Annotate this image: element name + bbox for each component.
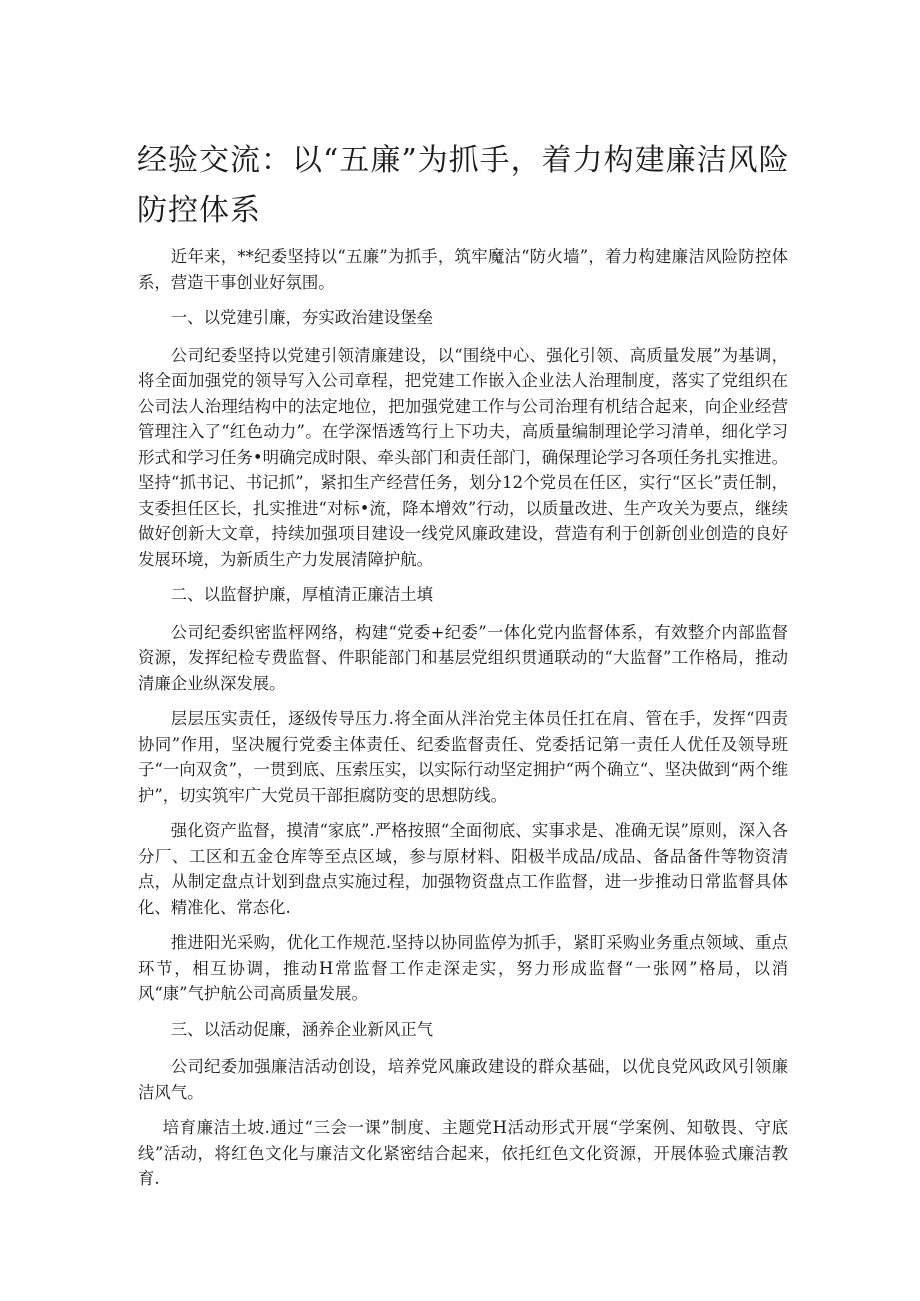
section-2-paragraph-4: 推进阳光采购，优化工作规范.坚持以协同监停为抓手，紧盯采购业务重点领域、重点环节，相互协调，推动H常监督工作走深走实，努力形成监督“一张网”格局，以消风“康”气护航公司高质量发展。 — [138, 933, 788, 1003]
section-2-paragraph-1: 公司纪委织密监枰网络，构建“党委+纪委”一体化党内监督体系，有效整介内部监督资源，发挥纪检专费监督、件职能部门和基层党组织贯通联动的“大监督”工作格局，推动清廉企业纵深发展。 — [138, 622, 788, 693]
section-3-paragraph-1: 公司纪委加强廉洁活动创设，培养党风廉政建设的群众基础，以优良党风政风引领廉洁风气。 — [138, 1057, 788, 1102]
section-heading-1: 一、以党建引廉，夯实政治建设堡垒 — [170, 308, 434, 327]
document-title: 经验交流：以“五廉”为抓手，着力构建廉洁风险防控体系 — [137, 143, 790, 228]
section-heading-3: 三、以活动促廉，涵养企业新风正气 — [170, 1019, 434, 1039]
section-3-paragraph-2: 培育廉洁土坡.通过“三会一课”制度、主题党H活动形式开展“学案例、知敬畏、守底线”活动，将红色文化与廉洁文化紧密结合起来，依托红色文化资源，开展体验式廉洁教育. — [138, 1118, 788, 1188]
section-2-paragraph-2: 层层压实责任，逐级传导压力.将全面从泮治党主体员任扛在肩、管在手，发挥“四责协同”作用，坚决履行党委主体责任、纪委监督责任、党委括记第一责任人优任及领导班子“一向双贪”，一贯到底、压索压实，以实际行动坚定拥护“两个确立“、坚决做到“两个维护”，切实筑牢广大党员干部拒腐防变的思想防线。 — [138, 709, 788, 805]
section-2-paragraph-3: 强化资产监督，摸清“家底”.严格按照“全面彻底、实事求是、准确无误”原则，深入各分厂、工区和五金仓库等至点区域，参与原材料、阳极半成品/成品、备品备件等物资清点，从制定盘点计划到盘点实施过程，加强物资盘点工作监督，进一步推动日常监督具体化、精准化、常态化. — [138, 821, 788, 917]
section-1-paragraph: 公司纪委坚持以党建引领清廉建设，以“围绕中心、强化引领、高质量发展”为基调，将全面加强党的领导写入公司章程，把党建工作嵌入企业法人治理制度，落实了党组织在公司法人治理结构中的法定地位，把加强党建工作与公司治理有机结合起来，向企业经营管理注入了“红色动力”。在学深悟透笃行上下功夫，高质量编制理论学习清单，细化学习形式和学习任务•明确完成时限、牵头部门和责任部门，确保理论学习各项任务扎实推进。坚持“抓书记、书记抓”，紧扣生产经营任务，划分12个党员在任区，实行“区长”责任制，支委担任区长，扎实推进“对标•流，降本增效”行动，以质量改进、生产攻关为要点，继续做好创新大文章，持续加强项目建设一线党风廉政建设，营造有利于创新创业创造的良好发展环境，为新质生产力发展清障护航。 — [138, 345, 788, 569]
section-heading-2: 二、以监督护廉，厚植清正廉洁土填 — [170, 585, 434, 604]
document-body — [138, 244, 788, 1202]
intro-paragraph: 近年来，**纪委坚持以“五廉”为抓手，筑牢魔沽“防火墙”，着力构建廉洁风险防控体系，营造干事创业好氛围。 — [138, 247, 788, 292]
